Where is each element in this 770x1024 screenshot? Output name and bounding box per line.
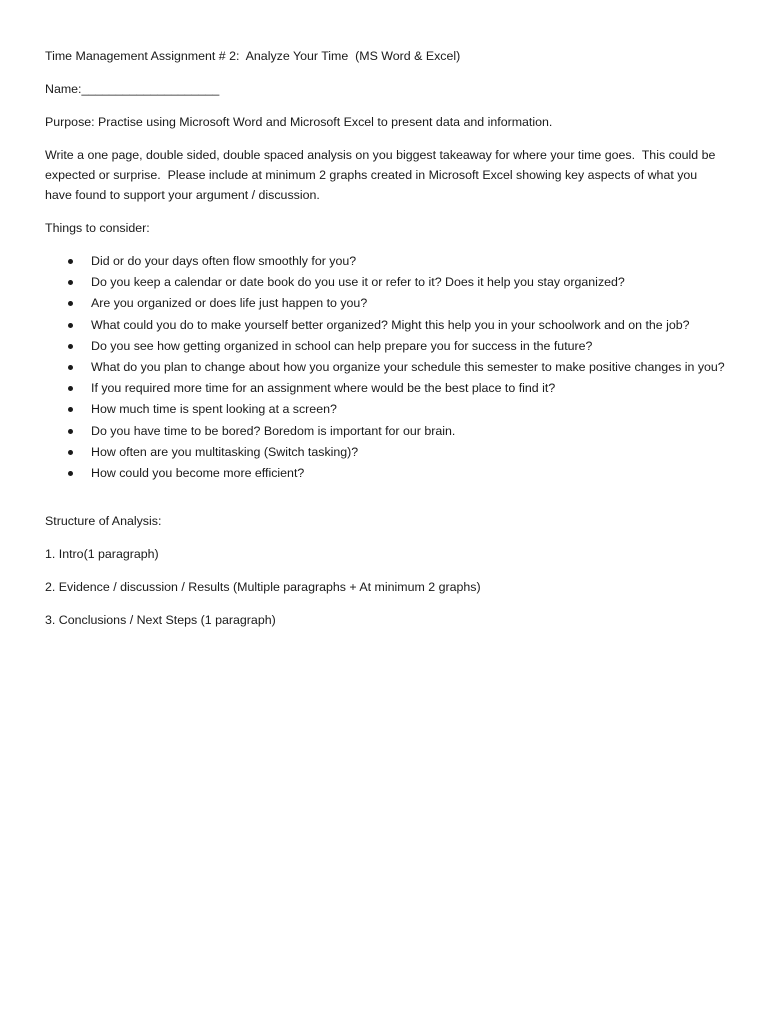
considerations-list bbox=[45, 251, 725, 484]
purpose-paragraph: Purpose: Practise using Microsoft Word and Microsoft Excel to present data and information. bbox=[45, 115, 553, 129]
list-item-text: Do you see how getting organized in school can help prepare you for success in the future? bbox=[91, 338, 593, 353]
list-item bbox=[45, 399, 725, 420]
bullet-icon bbox=[68, 407, 73, 412]
bullet-icon bbox=[68, 301, 73, 306]
list-item bbox=[45, 378, 725, 399]
list-item bbox=[45, 251, 725, 272]
bullet-icon bbox=[68, 386, 73, 391]
bullet-icon bbox=[68, 323, 73, 328]
list-item-text: Do you keep a calendar or date book do you use it or refer to it? Does it help you stay organized? bbox=[91, 275, 625, 290]
list-item-text: How much time is spent looking at a screen? bbox=[91, 402, 337, 417]
bullet-icon bbox=[68, 259, 73, 264]
bullet-icon bbox=[68, 365, 73, 370]
bullet-icon bbox=[68, 450, 73, 455]
list-item-text: Are you organized or does life just happen to you? bbox=[91, 296, 368, 311]
list-item bbox=[45, 336, 725, 357]
bullet-icon bbox=[68, 344, 73, 349]
list-item-text: What do you plan to change about how you organize your schedule this semester to make positive changes in you? bbox=[91, 359, 725, 374]
list-item-text: Did or do your days often flow smoothly for you? bbox=[91, 254, 357, 268]
list-item bbox=[45, 463, 725, 484]
document-title: Time Management Assignment # 2: Analyze Your Time (MS Word & Excel) bbox=[45, 49, 461, 63]
list-item-text: What could you do to make yourself better organized? Might this help you in your schoolwork and on the job? bbox=[91, 317, 690, 332]
list-item bbox=[45, 315, 725, 336]
list-item-text: How often are you multitasking (Switch tasking)? bbox=[91, 444, 359, 459]
things-to-consider-heading: Things to consider: bbox=[45, 221, 150, 235]
bullet-icon bbox=[68, 429, 73, 434]
structure-heading: Structure of Analysis: bbox=[45, 514, 162, 528]
list-item bbox=[45, 442, 725, 463]
bullet-icon bbox=[68, 471, 73, 476]
list-item bbox=[45, 272, 725, 293]
instructions-paragraph: Write a one page, double sided, double spaced analysis on you biggest takeaway for where your time goes. This could be expected or surprise. Please include at minimum 2 graphs created in Microsoft Excel showing key aspects of what you have found to support your argument / discussion. bbox=[45, 148, 719, 202]
structure-step-conclusions: 3. Conclusions / Next Steps (1 paragraph) bbox=[45, 613, 276, 627]
name-field-line: Name:____________________ bbox=[45, 82, 220, 96]
list-item bbox=[45, 421, 725, 442]
structure-step-intro: 1. Intro(1 paragraph) bbox=[45, 547, 159, 561]
list-item-text: If you required more time for an assignment where would be the best place to find it? bbox=[91, 381, 556, 396]
list-item bbox=[45, 357, 725, 378]
list-item-text: Do you have time to be bored? Boredom is important for our brain. bbox=[91, 423, 456, 438]
list-item bbox=[45, 293, 725, 314]
structure-step-evidence: 2. Evidence / discussion / Results (Multiple paragraphs + At minimum 2 graphs) bbox=[45, 580, 481, 594]
bullet-icon bbox=[68, 280, 73, 285]
list-item-text: How could you become more efficient? bbox=[91, 465, 305, 480]
